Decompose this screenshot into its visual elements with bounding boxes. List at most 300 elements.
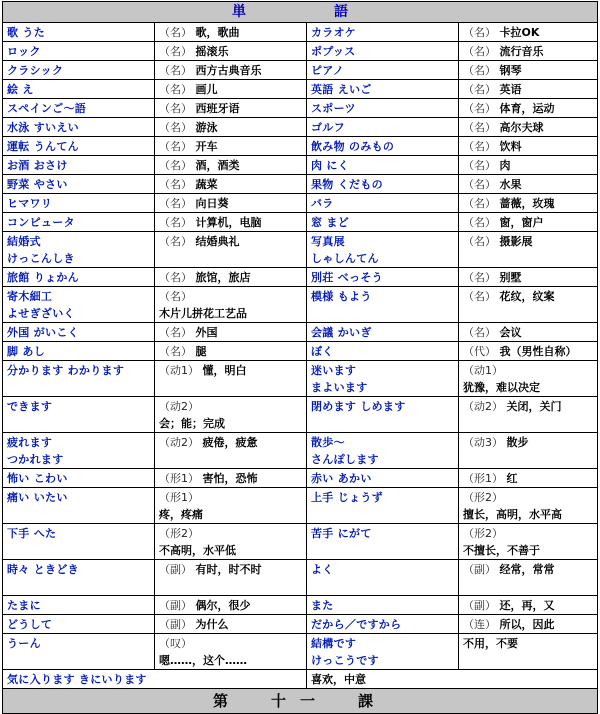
- term-cell-left: [3, 156, 155, 175]
- term-cell-right: [307, 194, 459, 213]
- meaning-cell-right: [307, 670, 598, 689]
- term-cell-left: [3, 361, 155, 397]
- meaning: 西班牙语: [195, 102, 240, 115]
- part-of-speech-line: （名） 饮料: [463, 140, 522, 153]
- part-of-speech-line: （名） 流行音乐: [463, 45, 544, 58]
- part-of-speech-line: （名） 腿: [159, 345, 207, 358]
- meaning: 不高明，水平低: [159, 544, 236, 557]
- meaning: 卡拉OK: [499, 26, 540, 39]
- part-of-speech-line: （名） 高尔夫球: [463, 121, 544, 134]
- meaning-cell-right: [459, 118, 598, 137]
- meaning-cell-left: [155, 268, 307, 287]
- part-of-speech-line: （名） 酒，酒类: [159, 159, 240, 172]
- part-of-speech-line: （名） 计算机，电脑: [159, 216, 262, 229]
- meaning: 游泳: [195, 121, 218, 134]
- meaning: 有时，时不时: [195, 563, 262, 576]
- vocab-row: [3, 232, 598, 268]
- part-of-speech-line: （连） 所以，因此: [463, 618, 555, 631]
- meaning: 窗，窗户: [499, 216, 544, 229]
- japanese-term: 寄木細工: [7, 290, 53, 303]
- meaning: 摄影展: [499, 235, 533, 248]
- vocab-row: [3, 560, 598, 596]
- meaning-cell-left: [155, 615, 307, 634]
- meaning: 歌，歌曲: [195, 26, 240, 39]
- meaning: 懂，明白: [202, 364, 247, 377]
- japanese-term: 痛い いたい: [7, 491, 68, 504]
- term-cell-left: [3, 42, 155, 61]
- japanese-term: スペインご～語: [7, 102, 87, 115]
- term-cell-right: [307, 137, 459, 156]
- term-cell-right: [307, 488, 459, 524]
- meaning: 为什么: [195, 618, 229, 631]
- japanese-term: スポーツ: [311, 102, 356, 115]
- vocab-row: [3, 61, 598, 80]
- term-cell-right: [307, 118, 459, 137]
- japanese-term: ヒマワリ: [7, 197, 53, 210]
- part-of-speech-line: （名） 水果: [463, 178, 522, 191]
- japanese-term: 散歩～: [311, 436, 345, 449]
- japanese-term: 絵 え: [7, 83, 34, 96]
- part-of-speech-line: （副） 为什么: [159, 618, 229, 631]
- vocab-row: [3, 118, 598, 137]
- japanese-term: 結構です: [311, 637, 357, 650]
- term-cell-left: [3, 287, 155, 323]
- part-of-speech-line: （名） 蔷薇，玫瑰: [463, 197, 555, 210]
- term-cell-left: [3, 232, 155, 268]
- vocab-row: [3, 156, 598, 175]
- meaning: 酒，酒类: [195, 159, 240, 172]
- meaning-cell-left: [155, 488, 307, 524]
- japanese-term: しゃしんてん: [311, 252, 379, 265]
- meaning-cell-right: [459, 80, 598, 99]
- term-cell-right: [307, 596, 459, 615]
- meaning: 疲倦，疲惫: [202, 436, 258, 449]
- meaning-cell-left: [155, 118, 307, 137]
- part-of-speech: （动2）: [159, 400, 199, 413]
- vocab-row: [3, 323, 598, 342]
- vocab-row: [3, 42, 598, 61]
- term-cell-right: [307, 524, 459, 560]
- meaning: 蔬菜: [195, 178, 218, 191]
- japanese-term: ロック: [7, 45, 41, 58]
- vocab-row: [3, 634, 598, 670]
- japanese-term: けっこうです: [311, 654, 379, 667]
- part-of-speech-line: （动1） 懂，明白: [159, 364, 247, 377]
- meaning: 摇滚乐: [195, 45, 229, 58]
- vocab-row: [3, 361, 598, 397]
- meaning: 我（男性自称）: [499, 345, 577, 358]
- term-cell-left: [3, 433, 155, 469]
- meaning: 旅馆，旅店: [195, 271, 251, 284]
- part-of-speech-line: （名） 向日葵: [159, 197, 229, 210]
- meaning-cell-right: [459, 524, 598, 560]
- meaning: 画儿: [195, 83, 218, 96]
- part-of-speech-line: [311, 671, 594, 688]
- part-of-speech: （形2）: [463, 527, 503, 540]
- meaning-cell-right: [459, 61, 598, 80]
- meaning-cell-right: [459, 194, 598, 213]
- part-of-speech-line: （名） 画儿: [159, 83, 218, 96]
- term-cell-right: [307, 560, 459, 596]
- japanese-term: 運転 うんてん: [7, 140, 79, 153]
- japanese-term: できます: [7, 400, 53, 413]
- vocabulary-body: [3, 2, 598, 714]
- japanese-term: うーん: [7, 637, 41, 650]
- japanese-term: ポプッス: [311, 45, 356, 58]
- part-of-speech-line: （名） 窗，窗户: [463, 216, 544, 229]
- meaning: 结婚典礼: [195, 235, 240, 248]
- term-cell-right: [307, 156, 459, 175]
- meaning: 会议: [499, 326, 522, 339]
- meaning: 不用，不要: [463, 637, 518, 650]
- part-of-speech-line: （名） 西班牙语: [159, 102, 240, 115]
- meaning: 散步: [506, 436, 529, 449]
- term-cell-right: [307, 323, 459, 342]
- meaning-cell-right: [459, 596, 598, 615]
- meaning: 会；能；完成: [159, 417, 225, 430]
- meaning-cell-left: [155, 342, 307, 361]
- meaning: 嗯……，这个……: [159, 654, 247, 667]
- japanese-term: 上手 じょうず: [311, 491, 383, 504]
- japanese-term: また: [311, 599, 334, 612]
- japanese-term: 分かります わかります: [7, 364, 125, 377]
- japanese-term: さんぽします: [311, 453, 379, 466]
- japanese-term: 肉 にく: [311, 159, 350, 172]
- part-of-speech-line: （名） 摄影展: [463, 235, 533, 248]
- term-cell-left: [3, 268, 155, 287]
- meaning-cell-left: [155, 361, 307, 397]
- term-cell-left: [3, 137, 155, 156]
- part-of-speech-line: （名） 开车: [159, 140, 218, 153]
- term-cell-left: [3, 596, 155, 615]
- part-of-speech-line: （名） 西方古典音乐: [159, 64, 262, 77]
- term-cell-right: [307, 232, 459, 268]
- part-of-speech-line: （名） 歌，歌曲: [159, 26, 240, 39]
- japanese-term: どうして: [7, 618, 53, 631]
- meaning: 西方古典音乐: [195, 64, 262, 77]
- meaning-cell-right: [459, 634, 598, 670]
- term-cell-left: [3, 23, 155, 42]
- meaning: 水果: [499, 178, 522, 191]
- japanese-term: お酒 おさけ: [7, 159, 68, 172]
- meaning-cell-left: [155, 596, 307, 615]
- vocab-row: [3, 596, 598, 615]
- term-cell-left: [3, 80, 155, 99]
- meaning-cell-left: [155, 397, 307, 433]
- meaning-cell-left: [155, 433, 307, 469]
- japanese-term: 水泳 すいえい: [7, 121, 79, 134]
- vocab-row: [3, 488, 598, 524]
- part-of-speech: （形1）: [159, 491, 199, 504]
- term-cell-left: [3, 323, 155, 342]
- meaning-cell-left: [155, 232, 307, 268]
- part-of-speech-line: （名） 蔬菜: [159, 178, 218, 191]
- meaning: 花纹，纹案: [499, 290, 555, 303]
- meaning-cell-right: [459, 268, 598, 287]
- vocab-row: [3, 194, 598, 213]
- term-cell-left: [3, 194, 155, 213]
- japanese-term: 疲れます: [7, 436, 53, 449]
- term-cell-right: [307, 634, 459, 670]
- vocab-row: [3, 524, 598, 560]
- term-cell-left: [3, 61, 155, 80]
- japanese-term: 果物 くだもの: [311, 178, 383, 191]
- part-of-speech-line: （名） 别墅: [463, 271, 522, 284]
- term-cell-right: [307, 175, 459, 194]
- part-of-speech-line: （动2） 关闭，关门: [463, 400, 562, 413]
- meaning-cell-right: [459, 287, 598, 323]
- meaning-cell-right: [459, 560, 598, 596]
- meaning-cell-left: [155, 194, 307, 213]
- part-of-speech-line: （名） 外国: [159, 326, 218, 339]
- part-of-speech: （形2）: [159, 527, 199, 540]
- meaning: 肉: [499, 159, 511, 172]
- part-of-speech: （叹）: [159, 637, 192, 650]
- vocab-row: [3, 99, 598, 118]
- japanese-term: よく: [311, 563, 334, 576]
- meaning-cell-right: [459, 42, 598, 61]
- part-of-speech-line: （副） 偶尔，很少: [159, 599, 251, 612]
- meaning-cell-right: [459, 361, 598, 397]
- meaning-cell-left: [155, 137, 307, 156]
- meaning: 体育，运动: [499, 102, 555, 115]
- part-of-speech-line: （名） 卡拉OK: [463, 26, 540, 39]
- term-cell-right: [307, 615, 459, 634]
- japanese-term: 外国 がいこく: [7, 326, 79, 339]
- japanese-term: クラシック: [7, 64, 64, 77]
- japanese-term: けっこんしき: [7, 252, 75, 265]
- japanese-term: 下手 へた: [7, 527, 57, 540]
- japanese-term: 英語 えいご: [311, 83, 372, 96]
- vocab-row: [3, 397, 598, 433]
- meaning-cell-left: [155, 213, 307, 232]
- vocab-row: [3, 268, 598, 287]
- term-cell-right: [307, 342, 459, 361]
- meaning-cell-left: [155, 560, 307, 596]
- meaning-cell-left: [155, 42, 307, 61]
- meaning-cell-right: [459, 213, 598, 232]
- japanese-term: 模様 もよう: [311, 290, 372, 303]
- term-cell-right: [307, 80, 459, 99]
- term-cell-left: [3, 634, 155, 670]
- meaning-cell-right: [459, 99, 598, 118]
- japanese-term: 怖い こわい: [7, 472, 68, 485]
- meaning-cell-right: [459, 342, 598, 361]
- meaning: 高尔夫球: [499, 121, 544, 134]
- meaning: 擅长，高明，水平高: [463, 508, 562, 521]
- meaning: 经常，常常: [499, 563, 555, 576]
- japanese-term: 気に入ります きにいります: [7, 673, 147, 686]
- japanese-term: 旅館 りょかん: [7, 271, 79, 284]
- japanese-term: ぼく: [311, 345, 334, 358]
- part-of-speech-line: （代） 我（男性自称）: [463, 345, 577, 358]
- meaning: 外国: [195, 326, 218, 339]
- japanese-term: 写真展: [311, 235, 345, 248]
- meaning: 害怕，恐怖: [202, 472, 258, 485]
- meaning: 木片儿拼花工艺品: [159, 307, 247, 320]
- japanese-term: よせぎざいく: [7, 307, 75, 320]
- meaning-cell-right: [459, 23, 598, 42]
- japanese-term: つかれます: [7, 453, 64, 466]
- meaning-cell-right: [459, 232, 598, 268]
- term-cell-left: [3, 524, 155, 560]
- meaning-cell-left: [155, 175, 307, 194]
- meaning-cell-right: [459, 433, 598, 469]
- meaning: 喜欢，中意: [311, 673, 366, 686]
- part-of-speech-line: （名） 肉: [463, 159, 511, 172]
- meaning: 流行音乐: [499, 45, 544, 58]
- meaning-cell-right: [459, 615, 598, 634]
- vocabulary-table: [2, 1, 598, 714]
- term-cell-right: [307, 23, 459, 42]
- term-cell-right: [307, 433, 459, 469]
- meaning-cell-left: [155, 524, 307, 560]
- meaning: 开车: [195, 140, 218, 153]
- meaning-cell-left: [155, 469, 307, 488]
- meaning-cell-left: [155, 80, 307, 99]
- japanese-term: 結婚式: [7, 235, 41, 248]
- term-cell-left: [3, 488, 155, 524]
- vocab-row: [3, 175, 598, 194]
- term-cell-left: [3, 560, 155, 596]
- meaning-cell-right: [459, 397, 598, 433]
- vocab-row: [3, 469, 598, 488]
- vocab-row: [3, 137, 598, 156]
- vocabulary-heading: 単 語: [3, 2, 598, 23]
- term-cell-left: [3, 397, 155, 433]
- term-cell-left: [3, 469, 155, 488]
- japanese-term: 飲み物 のみもの: [311, 140, 395, 153]
- part-of-speech-line: （形1） 害怕，恐怖: [159, 472, 258, 485]
- part-of-speech-line: （名） 结婚典礼: [159, 235, 240, 248]
- meaning: 腿: [195, 345, 207, 358]
- meaning-cell-right: [459, 323, 598, 342]
- part-of-speech: （形2）: [463, 491, 503, 504]
- japanese-term: たまに: [7, 599, 41, 612]
- japanese-term: バラ: [311, 197, 334, 210]
- japanese-term: 脚 あし: [7, 345, 46, 358]
- part-of-speech: （动1）: [463, 364, 503, 377]
- lesson-title: 第 十一 課: [3, 689, 598, 714]
- term-cell-right: [307, 61, 459, 80]
- meaning: 计算机，电脑: [195, 216, 262, 229]
- vocab-row: [3, 433, 598, 469]
- vocab-row: [3, 23, 598, 42]
- japanese-term: だから／ですから: [311, 618, 402, 631]
- part-of-speech-line: （名） 英语: [463, 83, 522, 96]
- term-cell-left: [3, 213, 155, 232]
- term-cell-right: [307, 469, 459, 488]
- meaning-cell-right: [459, 137, 598, 156]
- part-of-speech-line: [463, 635, 594, 652]
- term-cell-left: [3, 342, 155, 361]
- part-of-speech-line: （副） 还，再，又: [463, 599, 555, 612]
- vocab-row: [3, 80, 598, 99]
- meaning: 疼，疼痛: [159, 508, 203, 521]
- japanese-term: 歌 うた: [7, 26, 46, 39]
- part-of-speech: （名）: [159, 290, 192, 303]
- part-of-speech-line: （名） 摇滚乐: [159, 45, 229, 58]
- part-of-speech-line: （副） 经常，常常: [463, 563, 555, 576]
- japanese-term: まよいます: [311, 381, 368, 394]
- japanese-term: 苦手 にがて: [311, 527, 372, 540]
- term-cell-right: [307, 213, 459, 232]
- term-cell-right: [307, 287, 459, 323]
- part-of-speech-line: （名） 游泳: [159, 121, 218, 134]
- japanese-term: 会議 かいぎ: [311, 326, 372, 339]
- meaning: 所以，因此: [499, 618, 555, 631]
- japanese-term: 別荘 べっそう: [311, 271, 383, 284]
- term-cell-left: [3, 175, 155, 194]
- footer-row: [3, 689, 598, 714]
- meaning-cell-left: [155, 323, 307, 342]
- meaning-cell-left: [155, 99, 307, 118]
- meaning: 偶尔，很少: [195, 599, 251, 612]
- meaning: 不擅长，不善于: [463, 544, 540, 557]
- vocab-row: [3, 342, 598, 361]
- japanese-term: 迷います: [311, 364, 357, 377]
- meaning-cell-right: [459, 156, 598, 175]
- meaning-cell-left: [155, 61, 307, 80]
- meaning: 钢琴: [499, 64, 522, 77]
- part-of-speech-line: （动2） 疲倦，疲惫: [159, 436, 258, 449]
- term-cell-right: [307, 397, 459, 433]
- meaning-cell-right: [459, 469, 598, 488]
- term-cell-right: [307, 361, 459, 397]
- part-of-speech-line: （名） 钢琴: [463, 64, 522, 77]
- japanese-term: 野菜 やさい: [7, 178, 68, 191]
- meaning: 犹豫，难以决定: [463, 381, 540, 394]
- header-row: [3, 2, 598, 23]
- japanese-term: ピアノ: [311, 64, 345, 77]
- meaning: 还，再，又: [499, 599, 555, 612]
- japanese-term: カラオケ: [311, 26, 356, 39]
- meaning: 饮料: [499, 140, 522, 153]
- meaning: 别墅: [499, 271, 522, 284]
- japanese-term: 窓 まど: [311, 216, 350, 229]
- vocab-row: [3, 615, 598, 634]
- meaning-cell-left: [155, 287, 307, 323]
- part-of-speech-line: （名） 花纹，纹案: [463, 290, 555, 303]
- term-cell-left: [3, 615, 155, 634]
- japanese-term: コンピュータ: [7, 216, 75, 229]
- meaning-cell-right: [459, 488, 598, 524]
- vocab-row: [3, 287, 598, 323]
- term-cell-left: [3, 670, 307, 689]
- part-of-speech-line: （名） 旅馆，旅店: [159, 271, 251, 284]
- vocab-row: [3, 670, 598, 689]
- term-cell-right: [307, 268, 459, 287]
- meaning-cell-right: [459, 175, 598, 194]
- term-cell-right: [307, 42, 459, 61]
- meaning-cell-left: [155, 634, 307, 670]
- meaning: 关闭，关门: [506, 400, 562, 413]
- term-cell-left: [3, 118, 155, 137]
- part-of-speech-line: （副） 有时，时不时: [159, 563, 262, 576]
- meaning: 蔷薇，玫瑰: [499, 197, 555, 210]
- japanese-term: 閉めます しめます: [311, 400, 406, 413]
- term-cell-left: [3, 99, 155, 118]
- japanese-term: 時々 ときどき: [7, 563, 79, 576]
- meaning-cell-left: [155, 23, 307, 42]
- meaning: 红: [506, 472, 518, 485]
- term-cell-right: [307, 99, 459, 118]
- part-of-speech-line: （动3） 散步: [463, 436, 529, 449]
- meaning: 英语: [499, 83, 522, 96]
- vocab-row: [3, 213, 598, 232]
- part-of-speech-line: （形1） 红: [463, 472, 518, 485]
- japanese-term: 赤い あかい: [311, 472, 372, 485]
